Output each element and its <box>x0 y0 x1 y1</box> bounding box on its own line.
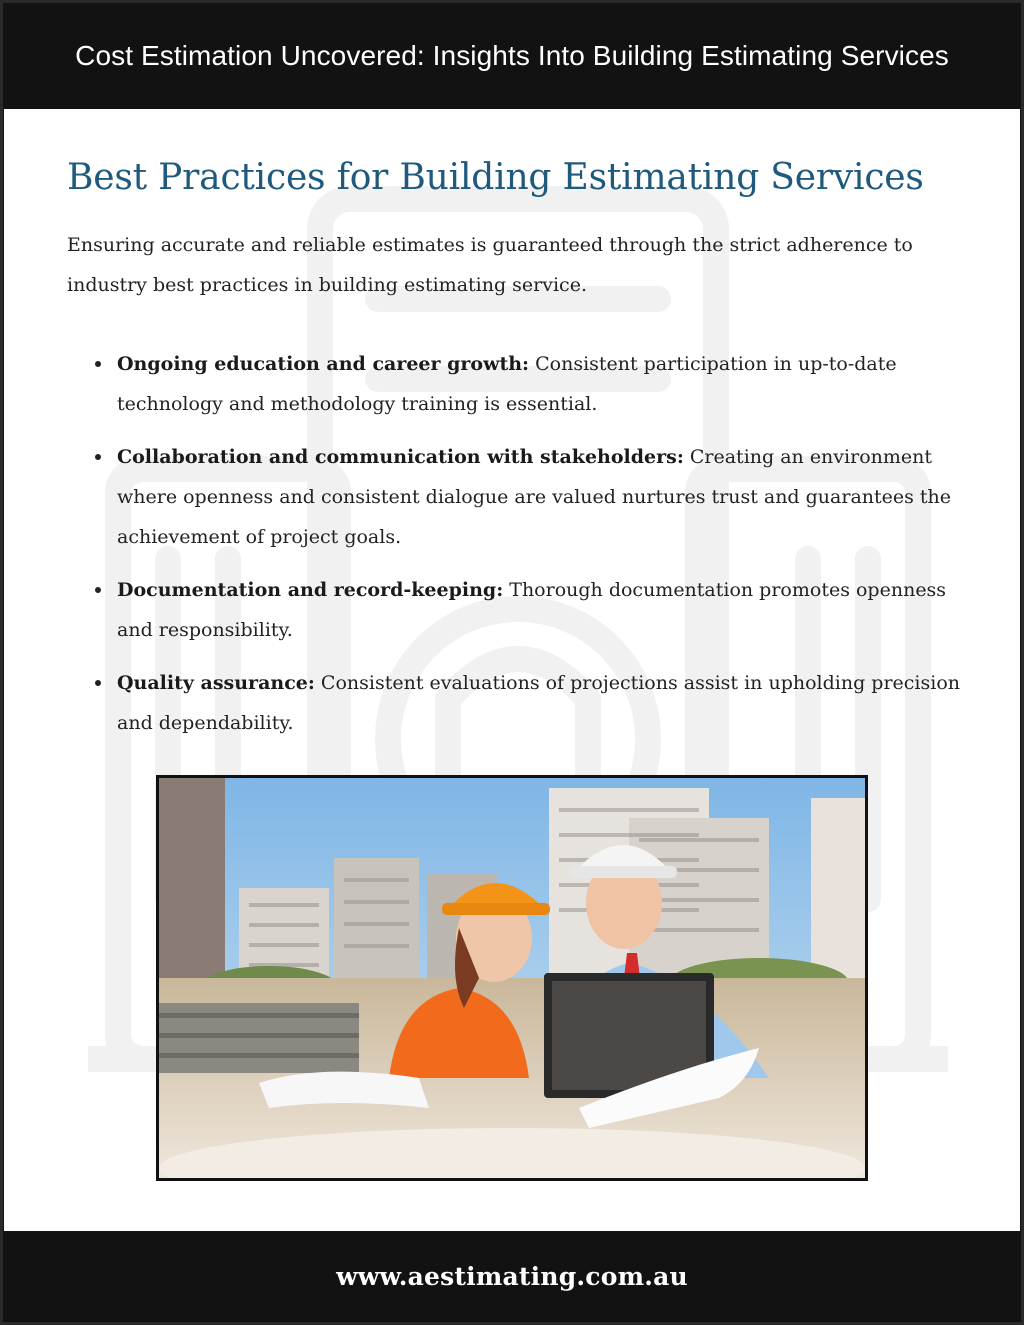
intro-paragraph: Ensuring accurate and reliable estimates is guaranteed through the strict adherence to industry best practices in building estimating service. <box>67 234 913 296</box>
construction-site-photo-icon <box>159 778 865 1178</box>
list-item-term: Documentation and record-keeping: <box>117 579 504 601</box>
construction-site-photo <box>156 775 868 1181</box>
content-area <box>4 109 1020 1231</box>
best-practices-list <box>92 344 977 756</box>
list-item <box>117 570 977 650</box>
list-item <box>117 663 977 743</box>
list-item-term: Collaboration and communication with stakeholders: <box>117 446 684 468</box>
list-item-text: Thorough documentation promotes openness and responsibility. <box>117 579 947 641</box>
website-link[interactable]: www.aestimating.com.au <box>336 1262 688 1291</box>
list-item <box>117 437 977 557</box>
bullet-dot-icon <box>95 361 101 367</box>
list-item-term: Ongoing education and career growth: <box>117 353 530 375</box>
list-item-term: Quality assurance: <box>117 672 315 694</box>
page-heading: Best Practices for Building Estimating Services <box>67 157 924 198</box>
header-title: Cost Estimation Uncovered: Insights Into Building Estimating Services <box>75 40 949 71</box>
list-item-text: Creating an environment where openness and consistent dialogue are valued nurtures trust and guarantees the achievement of project goals. <box>117 446 952 548</box>
bullet-dot-icon <box>95 587 101 593</box>
bullet-dot-icon <box>95 454 101 460</box>
list-item <box>117 344 977 424</box>
bullet-dot-icon <box>95 680 101 686</box>
list-item-text: Consistent participation in up-to-date technology and methodology training is essential. <box>117 353 897 415</box>
page-footer <box>4 1232 1020 1321</box>
page-header <box>4 4 1020 108</box>
list-item-text: Consistent evaluations of projections assist in upholding precision and dependability. <box>117 672 960 734</box>
